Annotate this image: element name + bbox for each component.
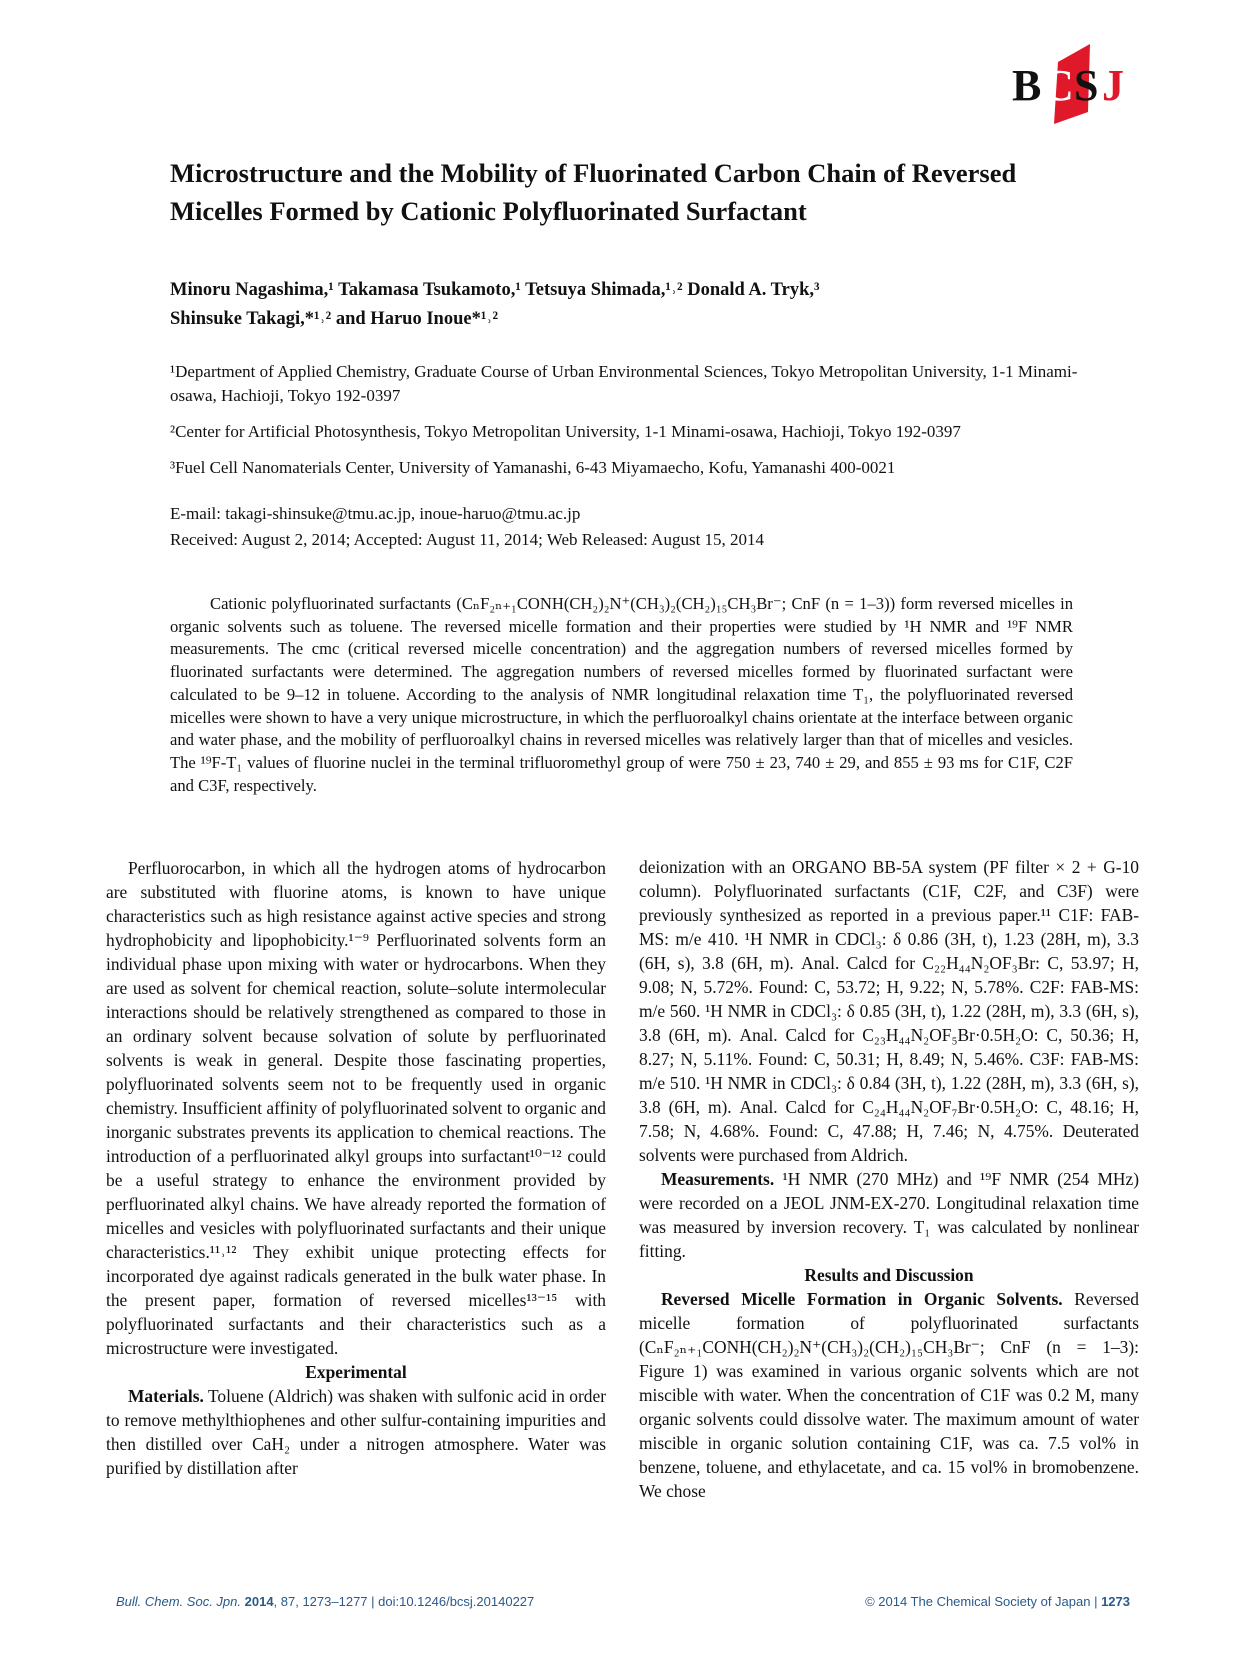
svg-text:J: J bbox=[1102, 61, 1124, 110]
left-column bbox=[106, 856, 606, 1480]
reversed-micelle-label: Reversed Micelle Formation in Organic Solvents. bbox=[661, 1289, 1063, 1309]
measurements-paragraph bbox=[639, 1167, 1139, 1263]
intro-paragraph: Perfluorocarbon, in which all the hydrogen atoms of hydrocarbon are substituted with fluorine atoms, is known to have unique characteristics such as high resistance against active species and strong hydrophobicity and lipophobicity.¹⁻⁹ Perfluorinated solvents form an individual phase upon mixing with water or hydrocarbons. When they are used as solvent for chemical reaction, solute–solute intermolecular interactions should be relatively strengthened as compared to those in an ordinary solvent because solvation of solute by perfluorinated solvents is weak in general. Despite those fascinating properties, polyfluorinated solvents seem not to be frequently used in organic chemistry. Insufficient affinity of polyfluorinated solvent to organic and inorganic substrates prevents its application to chemical reactions. The introduction of a perfluorinated alkyl groups into surfactant¹⁰⁻¹² could be a useful strategy to enhance the environment provided by perfluorinated alkyl chains. We have already reported the formation of micelles and vesicles with polyfluorinated surfactants and their unique characteristics.¹¹˒¹² They exhibit unique protecting effects for incorporated dye against radicals generated in the bulk water phase. In the present paper, formation of reversed micelles¹³⁻¹⁵ with polyfluorinated surfactants and their characteristics such as a microstructure were investigated. bbox=[106, 858, 606, 1358]
abstract: Cationic polyfluorinated surfactants (CₙF₂ₙ₊₁CONH(CH₂)₂N⁺(CH₃)₂(CH₂)₁₅CH₃Br⁻; CnF (n = 1–3)) form reversed micelles in organic solvents such as toluene. The reversed micelle formation and their properties were studied by ¹H NMR and ¹⁹F NMR measurements. The cmc (critical reversed micelle concentration) and the aggregation numbers of reversed micelles formed by fluorinated surfactants were determined. The aggregation numbers of reversed micelles formed by fluorinated surfactant were calculated to be 9–12 in toluene. According to the analysis of NMR longitudinal relaxation time T₁, the polyfluorinated reversed micelles were shown to have a very unique microstructure, in which the perfluoroalkyl chains orientate at the interface between organic and water phase, and the mobility of perfluoroalkyl chains in reversed micelles was relatively larger than that of micelles and vesicles. The ¹⁹F-T₁ values of fluorine nuclei in the terminal trifluoromethyl group of were 750 ± 23, 740 ± 29, and 855 ± 93 ms for C1F, C2F and C3F, respectively. bbox=[170, 594, 1073, 795]
measurements-label: Measurements. bbox=[661, 1169, 775, 1189]
materials-continued: deionization with an ORGANO BB-5A system (PF filter × 2 + G-10 column). Polyfluorinated surfactants (C1F, C2F, and C3F) were previously synthesized as reported in a previous paper.¹¹ C1F: FAB-MS: m/e 410. ¹H NMR in CDCl₃: δ 0.86 (3H, t), 1.23 (28H, m), 3.3 (6H, s), 3.8 (6H, m). Anal. Calcd for C₂₂H₄₄N₂OF₃Br: C, 53.97; H, 9.08; N, 5.72%. Found: C, 53.72; H, 9.22; N, 5.78%. C2F: FAB-MS: m/e 560. ¹H NMR in CDCl₃: δ 0.85 (3H, t), 1.22 (28H, m), 3.3 (6H, s), 3.8 (6H, m). Anal. Calcd for C₂₃H₄₄N₂OF₅Br·0.5H₂O: C, 50.36; H, 8.27; N, 5.11%. Found: C, 50.31; H, 8.49; N, 5.46%. C3F: FAB-MS: m/e 510. ¹H NMR in CDCl₃: δ 0.84 (3H, t), 1.22 (28H, m), 3.3 (6H, s), 3.8 (6H, m). Anal. Calcd for C₂₄H₄₄N₂OF₇Br·0.5H₂O: C, 48.16; H, 7.58; N, 4.68%. Found: C, 47.88; H, 7.46; N, 4.75%. Deuterated solvents were purchased from Aldrich. bbox=[639, 857, 1139, 1165]
dates-line: Received: August 2, 2014; Accepted: August 11, 2014; Web Released: August 15, 2014 bbox=[170, 530, 765, 549]
author-list bbox=[170, 276, 1070, 334]
footer-copyright bbox=[865, 1594, 1130, 1609]
affiliation-2: ²Center for Artificial Photosynthesis, Tokyo Metropolitan University, 1-1 Minami-osawa, Hachioji, Tokyo 192-0397 bbox=[170, 422, 961, 441]
article-title: Microstructure and the Mobility of Fluorinated Carbon Chain of Reversed Micelles Formed by Cationic Polyfluorinated Surfactant bbox=[170, 158, 1017, 226]
svg-text:S: S bbox=[1074, 61, 1099, 110]
footer-citation-text: , 87, 1273–1277 | doi:10.1246/bcsj.20140227 bbox=[273, 1594, 535, 1609]
right-column bbox=[639, 855, 1139, 1503]
bcsj-logo bbox=[1010, 40, 1130, 130]
reversed-micelle-text: Reversed micelle formation of polyfluorinated surfactants (CₙF₂ₙ₊₁CONH(CH₂)₂N⁺(CH₃)₂(CH₂)₁₅CH₃Br⁻; CnF (n = 1–3): Figure 1) was examined in various organic solvents which are not miscible with water. When the concentration of C1F was 0.2 M, many organic solvents could dissolve water. The maximum amount of water miscible in organic solution containing C1F, was ca. 7.5 vol% in benzene, toluene, and ethylacetate, and ca. 15 vol% in bromobenzene. We chose bbox=[639, 1289, 1139, 1501]
materials-text: Toluene (Aldrich) was shaken with sulfonic acid in order to remove methylthiophenes and other sulfur-containing impurities and then distilled over CaH₂ under a nitrogen atmosphere. Water was purified by distillation after bbox=[106, 1386, 606, 1478]
email-line: E-mail: takagi-shinsuke@tmu.ac.jp, inoue-haruo@tmu.ac.jp bbox=[170, 504, 581, 523]
materials-label: Materials. bbox=[128, 1386, 204, 1406]
footer-journal: Bull. Chem. Soc. Jpn. bbox=[116, 1594, 241, 1609]
experimental-heading: Experimental bbox=[305, 1362, 407, 1382]
page-number: 1273 bbox=[1101, 1594, 1130, 1609]
footer-copyright-text: © 2014 The Chemical Society of Japan | bbox=[865, 1594, 1102, 1609]
reversed-micelle-paragraph bbox=[639, 1287, 1139, 1503]
results-heading: Results and Discussion bbox=[804, 1265, 974, 1285]
affiliations bbox=[170, 360, 1090, 492]
affiliation-3: ³Fuel Cell Nanomaterials Center, University of Yamanashi, 6-43 Miyamaecho, Kofu, Yamanashi 400-0021 bbox=[170, 458, 896, 477]
article-meta bbox=[170, 501, 1090, 553]
affiliation-1: ¹Department of Applied Chemistry, Graduate Course of Urban Environmental Sciences, Tokyo Metropolitan University, 1-1 Minami-osawa, Hachioji, Tokyo 192-0397 bbox=[170, 362, 1078, 405]
svg-text:B: B bbox=[1012, 61, 1042, 110]
measurements-text: ¹H NMR (270 MHz) and ¹⁹F NMR (254 MHz) were recorded on a JEOL JNM-EX-270. Longitudinal relaxation time was measured by inversion recovery. T₁ was calculated by nonlinear fitting. bbox=[639, 1169, 1139, 1261]
author-line-1: Minoru Nagashima,¹ Takamasa Tsukamoto,¹ Tetsuya Shimada,¹˒² Donald A. Tryk,³ bbox=[170, 280, 820, 300]
footer-citation bbox=[116, 1594, 534, 1609]
materials-paragraph bbox=[106, 1384, 606, 1480]
footer-year: 2014 bbox=[244, 1594, 274, 1609]
author-line-2: Shinsuke Takagi,*¹˒² and Haruo Inoue*¹˒² bbox=[170, 309, 499, 329]
bcsj-logo-graphic bbox=[1010, 40, 1130, 130]
svg-text:C: C bbox=[1042, 61, 1074, 110]
